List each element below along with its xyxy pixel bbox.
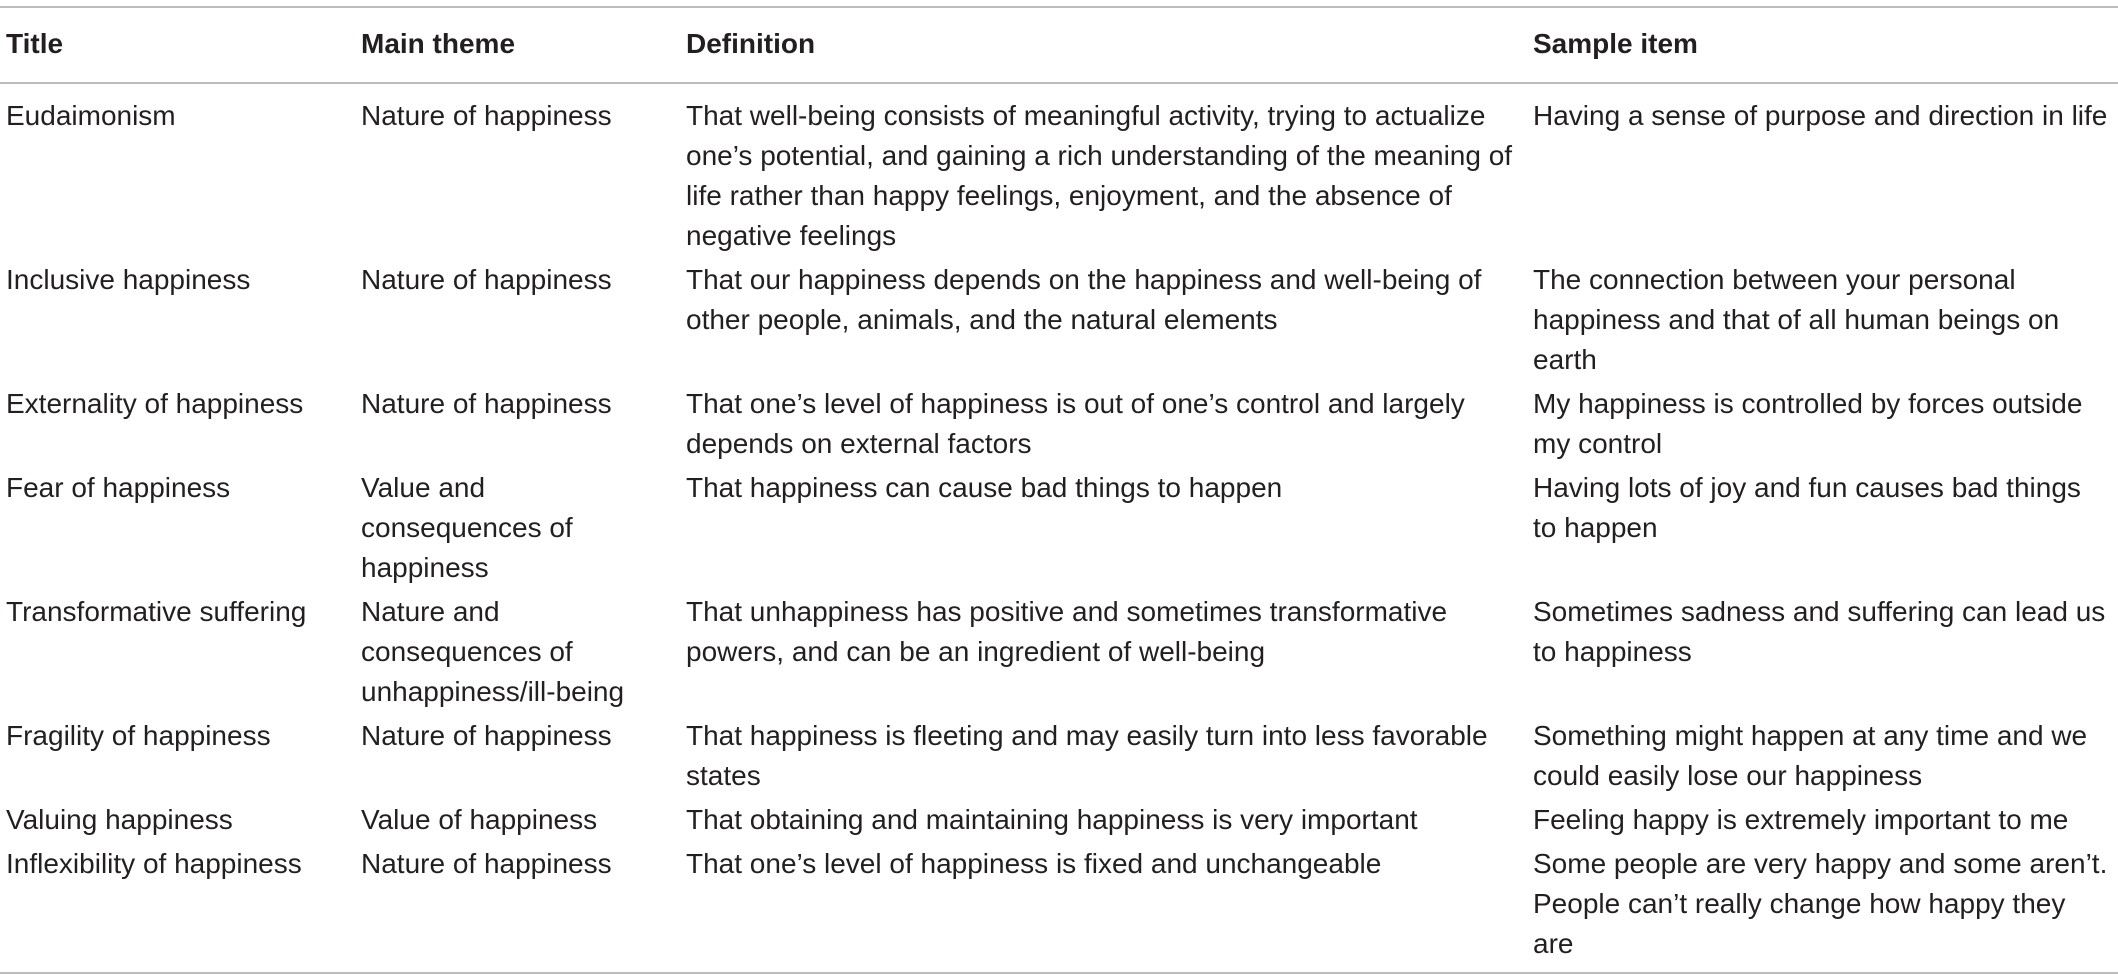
- table-row: [0, 468, 2118, 592]
- cell-sample: The connection between your personal happiness and that of all human beings on earth: [1533, 264, 2060, 375]
- table-row: [0, 384, 2118, 468]
- cell-theme: Nature of happiness: [361, 720, 612, 751]
- table-row: [0, 83, 2118, 260]
- cell-theme: Nature of happiness: [361, 100, 612, 131]
- cell-title: Transformative suffering: [6, 596, 307, 627]
- cell-title: Externality of happiness: [6, 388, 304, 419]
- cell-title: Inclusive happiness: [6, 264, 251, 295]
- cell-theme: Value and consequences of happiness: [361, 472, 573, 583]
- table-header: [0, 7, 2118, 83]
- happiness-beliefs-table: [0, 6, 2118, 974]
- cell-sample: Feeling happy is extremely important to me: [1533, 804, 2069, 835]
- header-title: Title: [0, 7, 355, 83]
- table-row: [0, 260, 2118, 384]
- table-row: [0, 800, 2118, 844]
- cell-definition: That happiness is fleeting and may easily turn into less favorable states: [686, 720, 1488, 791]
- cell-sample: Having a sense of purpose and direction in life: [1533, 100, 2108, 131]
- cell-sample: My happiness is controlled by forces outside my control: [1533, 388, 2083, 459]
- header-definition: Definition: [680, 7, 1527, 83]
- cell-definition: That happiness can cause bad things to happen: [686, 472, 1283, 503]
- cell-theme: Nature and consequences of unhappiness/ill-being: [361, 596, 625, 707]
- cell-sample: Sometimes sadness and suffering can lead us to happiness: [1533, 596, 2106, 667]
- cell-sample: Having lots of joy and fun causes bad things to happen: [1533, 472, 2081, 543]
- cell-title: Eudaimonism: [6, 100, 176, 131]
- cell-theme: Nature of happiness: [355, 844, 680, 973]
- cell-definition: That one’s level of happiness is fixed and unchangeable: [680, 844, 1527, 973]
- cell-definition: That unhappiness has positive and sometimes transformative powers, and can be an ingredient of well-being: [686, 596, 1448, 667]
- header-sample-item: Sample item: [1527, 7, 2118, 83]
- header-row: [0, 7, 2118, 83]
- cell-title: Fragility of happiness: [6, 720, 271, 751]
- table-body: [0, 83, 2118, 973]
- cell-definition: That one’s level of happiness is out of one’s control and largely depends on external factors: [686, 388, 1465, 459]
- cell-definition: That obtaining and maintaining happiness is very important: [686, 804, 1418, 835]
- cell-theme: Value of happiness: [361, 804, 598, 835]
- cell-sample: Something might happen at any time and we could easily lose our happiness: [1533, 720, 2088, 791]
- table-row: [0, 844, 2118, 973]
- cell-theme: Nature of happiness: [361, 264, 612, 295]
- cell-title: Inflexibility of happiness: [0, 844, 355, 973]
- cell-title: Fear of happiness: [6, 472, 231, 503]
- cell-sample: Some people are very happy and some aren’t. People can’t really change how happy they are: [1527, 844, 2118, 973]
- happiness-beliefs-table-container: [0, 6, 2118, 974]
- header-main-theme: Main theme: [355, 7, 680, 83]
- cell-title: Valuing happiness: [6, 804, 233, 835]
- cell-definition: That our happiness depends on the happiness and well-being of other people, animals, and the natural elements: [686, 264, 1482, 335]
- table-row: [0, 592, 2118, 716]
- cell-definition: That well-being consists of meaningful activity, trying to actualize one’s potential, and gaining a rich understanding of the meaning of life rather than happy feelings, enjoyment, and the absence of negative feelings: [686, 100, 1513, 251]
- cell-theme: Nature of happiness: [361, 388, 612, 419]
- table-row: [0, 716, 2118, 800]
